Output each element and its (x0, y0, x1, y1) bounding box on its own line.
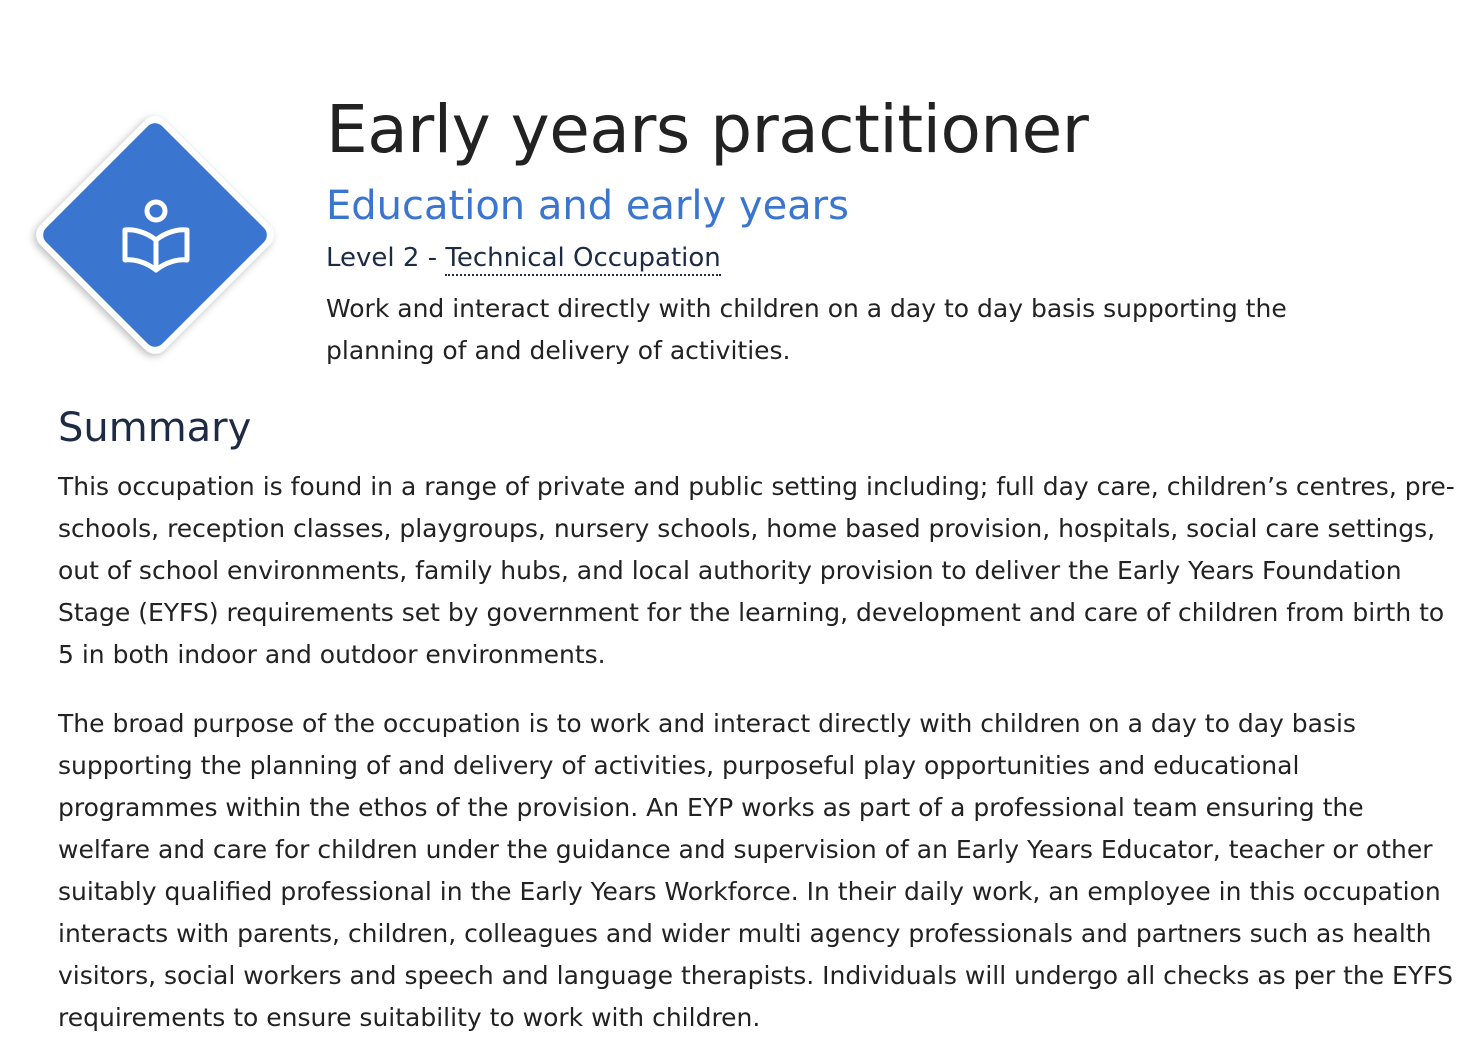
route-link[interactable]: Education and early years (326, 183, 849, 229)
page-title: Early years practitioner (326, 91, 1089, 168)
summary-paragraph: This occupation is found in a range of private and public setting including; full day care, children’s centres, pre-schools, reception classes, playgroups, nursery schools, home based provision, hospitals, social care settings, out of school environments, family hubs, and local authority provision to deliver the Early Years Foundation Stage (EYFS) requirements set by government for the learning, development and care of children from birth to 5 in both indoor and outdoor environments. (58, 472, 1455, 669)
route-badge-graphic (20, 100, 290, 370)
level-label: Level 2 - (326, 243, 446, 273)
summary-section (58, 398, 1458, 1039)
route-badge (20, 100, 290, 370)
summary-paragraph: The broad purpose of the occupation is to work and interact directly with children on a day to day basis supporting the planning of and delivery of activities, purposeful play opportunities and educational programmes within the ethos of the provision. An EYP works as part of a professional team ensuring the welfare and care for children under the guidance and supervision of an Early Years Educator, teacher or other suitably qualified professional in the Early Years Workforce. In their daily work, an employee in this occupation interacts with parents, children, colleagues and wider multi agency professionals and partners such as health visitors, social workers and speech and language therapists. Individuals will undergo all checks as per the EYFS requirements to ensure suitability to work with children. (58, 709, 1453, 1032)
occupation-header (326, 82, 1436, 372)
summary-heading: Summary (58, 405, 252, 451)
level-line (326, 238, 1436, 278)
occupation-description: Work and interact directly with children on a day to day basis supporting the planning of and delivery of activities. (326, 294, 1287, 365)
badge-diamond (39, 119, 271, 351)
level-type-tooltip[interactable]: Technical Occupation (445, 243, 720, 276)
